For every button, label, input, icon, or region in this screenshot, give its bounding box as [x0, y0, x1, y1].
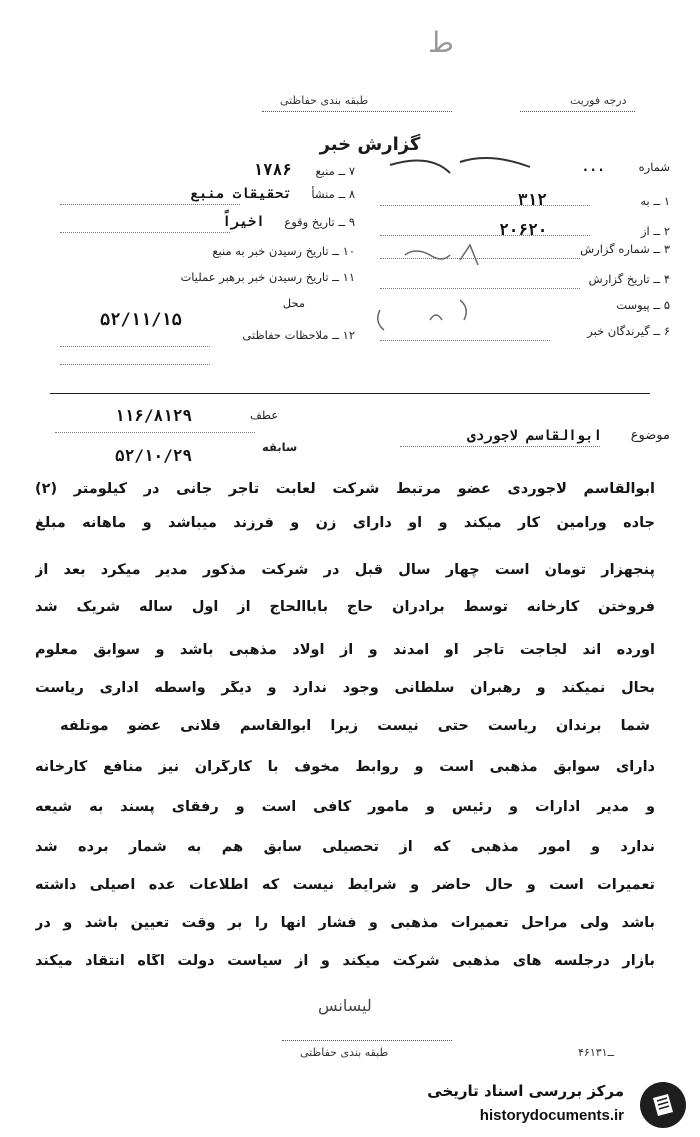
field-source-received [55, 244, 355, 258]
body-line: آورده اند لجاجت تاجر او آمدند و از اولاد مذهبی باشد و سوابق معلوم [35, 643, 655, 658]
field-event-date [55, 214, 355, 230]
field-value: ۱۷۸۶ [253, 160, 292, 179]
field-place-date: ۵۲/۱۱/۱۵ [100, 310, 182, 330]
body-line: باشد ولی مراحل تعمیرات مذهبی و فشار آنها را بر وقت تعیین باشد و در [35, 916, 655, 931]
field-leader-received [55, 270, 355, 284]
priority-label: درجه فوریت [570, 94, 627, 107]
field-label: ۸ ــ منشأ [311, 187, 355, 201]
page-code: ۴۶ــ۱۳۱ [578, 1046, 615, 1059]
dotted-line [60, 346, 210, 347]
field-label: ۶ ــ گیرندگان خبر [587, 324, 670, 338]
field-value: تحقیقات منبع [190, 186, 292, 202]
field-label: ۱ ــ به [640, 194, 670, 208]
field-label: ۱۱ ــ تاریخ رسیدن خبر برهبر عملیات [180, 270, 355, 284]
field-label: شماره [638, 160, 670, 174]
section-divider [50, 393, 650, 394]
stamp-scribble [370, 150, 570, 350]
field-value: ۲۰۶۲۰ [499, 220, 548, 239]
field-place [55, 296, 305, 310]
body-line: فروختن کارخانه توسط برادران حاج باباالحاج از اول ساله شریک شد [35, 600, 655, 615]
top-mark: ط [428, 26, 454, 59]
body-line: و مدیر ادارات و رئیس و مأمور کافی است و رفقای پسند به شیعه [35, 800, 655, 815]
page-title: گزارش خبر [319, 134, 421, 155]
body-line: جاده ورامین کار میکند و او دارای زن و فرزند میباشد و ماهانه مبلغ [35, 516, 655, 531]
footer-classification-label: طبقه بندی حفاظتی [300, 1046, 389, 1059]
body-line: ندارد و امور مذهبی که از تحصیلی سابق هم به شمار برده شد [35, 840, 655, 855]
field-origin [55, 186, 355, 202]
signature: لیسانس [318, 996, 372, 1015]
body-line: ابوالقاسم لاجوردی عضو مرتبط شرکت لعابت تاجر جانی در کیلومتر (۲) [35, 482, 655, 497]
filing-ref-value: ۱۱۶/۸۱۲۹ [115, 406, 193, 425]
body-line: پنجهزار تومان است چهار سال قبل در شرکت مذکور مدیر میکرد بعد از [35, 563, 655, 578]
classification-underline [262, 111, 452, 112]
field-source [55, 160, 355, 179]
field-label: ۲ ــ از [641, 224, 670, 238]
dotted-line [60, 232, 230, 233]
dotted-line [60, 364, 210, 365]
dotted-line [400, 446, 600, 447]
body-line: تعمیرات است و حال حاضر و شرایط نیست که اطلاعات عده اصیلی داشته [35, 878, 655, 893]
field-label: ۳ ــ شماره گزارش [580, 242, 670, 256]
field-label: ۴ ــ تاریخ گزارش [588, 272, 670, 286]
archive-logo-icon [640, 1082, 686, 1128]
filing-ref-label: عطف [250, 408, 279, 422]
field-value: اخیراً [222, 214, 265, 230]
field-security-notes [55, 328, 355, 342]
brand-url: historydocuments.ir [479, 1107, 624, 1124]
field-value: ... [581, 160, 605, 175]
field-label: ۵ ــ پیوست [616, 298, 670, 312]
body-line: بحال نمیکند و رهبران سلطانی وجود ندارد و دیگر واسطه اداری ریاست [35, 681, 655, 696]
classification-label: طبقه بندی حفاظتی [280, 94, 369, 107]
field-value: ۳۱۲ [517, 190, 547, 209]
priority-underline [520, 111, 635, 112]
body-line: دارای سوابق مذهبی است و روابط مخوف با کارگران نیز منافع کارخانه [35, 760, 655, 775]
body-line: بازار درجلسه های مذهبی شرکت میکند و از سیاست دولت آگاه انتقاد میکند [35, 954, 655, 969]
field-label: محل [282, 296, 305, 310]
field-label: ۱۲ ــ ملاحظات حفاظتی [242, 328, 355, 342]
filing-date-value: ۵۲/۱۰/۲۹ [115, 446, 193, 465]
field-label: ۹ ــ تاریخ وقوع [284, 215, 355, 229]
subject-label: موضوع [630, 428, 670, 443]
filing-date-label: سابقه [262, 440, 298, 454]
body-line: شما برندان ریاست حتی نیست زیرا ابوالقاسم فلانی عضو موتلفه [60, 719, 650, 734]
field-label: ۱۰ ــ تاریخ رسیدن خبر به منبع [212, 244, 355, 258]
dotted-line [60, 204, 240, 205]
footer-class-rule [282, 1040, 452, 1041]
subject-value: ابوالقاسم لاجوردی [467, 428, 602, 444]
dotted-line [55, 432, 255, 433]
brand-name-fa: مرکز بررسی اسناد تاریخی [427, 1082, 624, 1100]
field-label: ۷ ــ منبع [315, 164, 355, 178]
